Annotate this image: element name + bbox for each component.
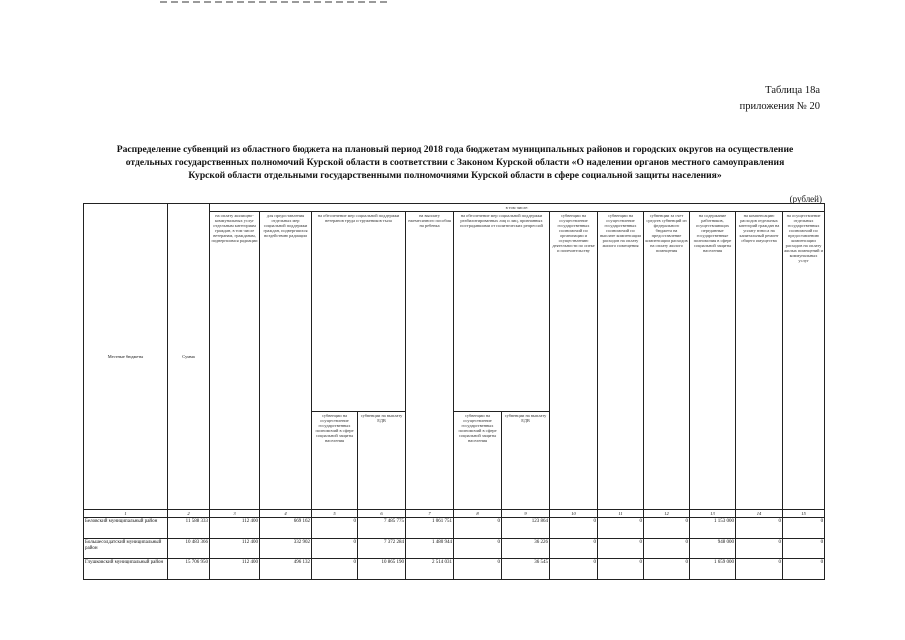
header-col-5: субвенции на осуществление государственных полномочий в сфере социальной защиты населения xyxy=(312,411,358,510)
header-col-3: на оплату жилищно-коммунальных услуг отдельным категориям граждан, в том числе ветеранам, гражданам, подвергшимся радиации xyxy=(210,212,260,510)
header-col-6: субвенции на выплату ЕДВ xyxy=(358,411,406,510)
table-row xyxy=(84,538,825,559)
col-number: 12 xyxy=(644,510,690,518)
cell: 36 226 xyxy=(502,538,550,559)
cell: 0 xyxy=(736,559,783,580)
cell: 0 xyxy=(783,538,825,559)
unit-label: (рублей) xyxy=(789,194,822,204)
table-number: Таблица 18а xyxy=(765,85,820,96)
header-budget: Местные бюджеты xyxy=(84,204,168,510)
appendix-number: приложения № 20 xyxy=(739,101,820,112)
cell: 669 162 xyxy=(260,518,312,539)
header-col-9: субвенции на выплату ЕДВ xyxy=(502,411,550,510)
cell: 0 xyxy=(644,559,690,580)
cell: 0 xyxy=(550,559,598,580)
cell: 15 706 950 xyxy=(168,559,210,580)
row-name: Глушковский муниципальный район xyxy=(84,559,168,580)
cell: 0 xyxy=(736,538,783,559)
cell: 332 902 xyxy=(260,538,312,559)
table-row xyxy=(84,518,825,539)
subsidy-table xyxy=(83,203,825,580)
col-number: 15 xyxy=(783,510,825,518)
cell: 10 865 190 xyxy=(358,559,406,580)
cell: 0 xyxy=(550,518,598,539)
col-number: 6 xyxy=(358,510,406,518)
cell: 0 xyxy=(312,518,358,539)
header-sum: Сумма xyxy=(168,204,210,510)
header-including: в том числе: xyxy=(210,204,825,212)
header-col-15: на осуществление отдельных государственных полномочий по предоставлению компенсации расходов на оплату жилых помещений и коммунальных услуг xyxy=(783,212,825,510)
col-number: 13 xyxy=(690,510,736,518)
cell: 7 372 284 xyxy=(358,538,406,559)
header-col-12: субвенции за счет средств субвенций из федерального бюджета на предоставление компенсации расходов на оплату жилого помещения xyxy=(644,212,690,510)
cell: 0 xyxy=(644,538,690,559)
cell: 7 485 775 xyxy=(358,518,406,539)
cell: 112 400 xyxy=(210,559,260,580)
cell: 0 xyxy=(598,538,644,559)
cell: 0 xyxy=(783,518,825,539)
cell: 1 659 000 xyxy=(690,559,736,580)
table-row xyxy=(84,559,825,580)
cell: 0 xyxy=(454,538,502,559)
cell: 2 514 031 xyxy=(406,559,454,580)
header-col-10: субвенции на осуществление государственных полномочий по организации и осуществлению деятельности по опеке и попечительству xyxy=(550,212,598,510)
header-col-4: для предоставления отдельных мер социальной поддержки граждан, подвергшихся воздействию радиации xyxy=(260,212,312,510)
cell: 0 xyxy=(312,538,358,559)
cell: 1 480 944 xyxy=(406,538,454,559)
col-number: 11 xyxy=(598,510,644,518)
col-number: 9 xyxy=(502,510,550,518)
header-col-14: на компенсацию расходов отдельных категорий граждан на уплату взноса на капитальный ремонт общего имущества xyxy=(736,212,783,510)
row-name: Беловский муниципальный район xyxy=(84,518,168,539)
header-col-7: на выплату ежемесячного пособия на ребенка xyxy=(406,212,454,510)
cell: 0 xyxy=(550,538,598,559)
cell: 36 545 xyxy=(502,559,550,580)
title-line: отдельных государственных полномочий Курской области в соответствии с Законом Курской области «О наделении органов местного самоуправления xyxy=(125,157,785,168)
cell: 0 xyxy=(598,518,644,539)
cell: 0 xyxy=(644,518,690,539)
header-col-11: субвенции на осуществление государственных полномочий по выплате компенсации расходов на оплату жилого помещения xyxy=(598,212,644,510)
cell: 0 xyxy=(454,518,502,539)
title-line: Распределение субвенций из областного бюджета на плановый период 2018 года бюджетам муниципальных районов и городских округов на осуществление xyxy=(116,144,794,155)
header-group-8-9: на обеспечение мер социальной поддержки реабилитированных лиц и лиц, признанных пострадавшими от политических репрессий xyxy=(454,212,550,411)
scan-top-line xyxy=(160,1,390,3)
title-line: Курской области отдельными государственными полномочиями Курской области в сфере социальной защиты населения» xyxy=(188,170,722,181)
cell: 948 000 xyxy=(690,538,736,559)
col-number: 14 xyxy=(736,510,783,518)
col-number: 10 xyxy=(550,510,598,518)
cell: 11 588 333 xyxy=(168,518,210,539)
cell: 496 132 xyxy=(260,559,312,580)
cell: 0 xyxy=(783,559,825,580)
header-col-8: субвенции на осуществление государственных полномочий в сфере социальной защиты населения xyxy=(454,411,502,510)
col-number: 4 xyxy=(260,510,312,518)
col-number: 1 xyxy=(84,510,168,518)
cell: 0 xyxy=(454,559,502,580)
col-number: 8 xyxy=(454,510,502,518)
cell: 0 xyxy=(312,559,358,580)
col-number: 7 xyxy=(406,510,454,518)
cell: 1 153 000 xyxy=(690,518,736,539)
cell: 112 400 xyxy=(210,538,260,559)
cell: 0 xyxy=(598,559,644,580)
cell: 10 483 366 xyxy=(168,538,210,559)
cell: 0 xyxy=(736,518,783,539)
cell: 112 400 xyxy=(210,518,260,539)
row-name: Большесолдатский муниципальный район xyxy=(84,538,168,559)
col-number: 3 xyxy=(210,510,260,518)
col-number: 5 xyxy=(312,510,358,518)
header-group-5-6: на обеспечение мер социальной поддержки ветеранов труда и тружеников тыла xyxy=(312,212,406,411)
col-number: 2 xyxy=(168,510,210,518)
cell: 1 061 751 xyxy=(406,518,454,539)
header-col-13: на содержание работников, осуществляющих переданные государственные полномочия в сфере социальной защиты населения xyxy=(690,212,736,510)
document-title xyxy=(80,143,830,182)
cell: 123 864 xyxy=(502,518,550,539)
